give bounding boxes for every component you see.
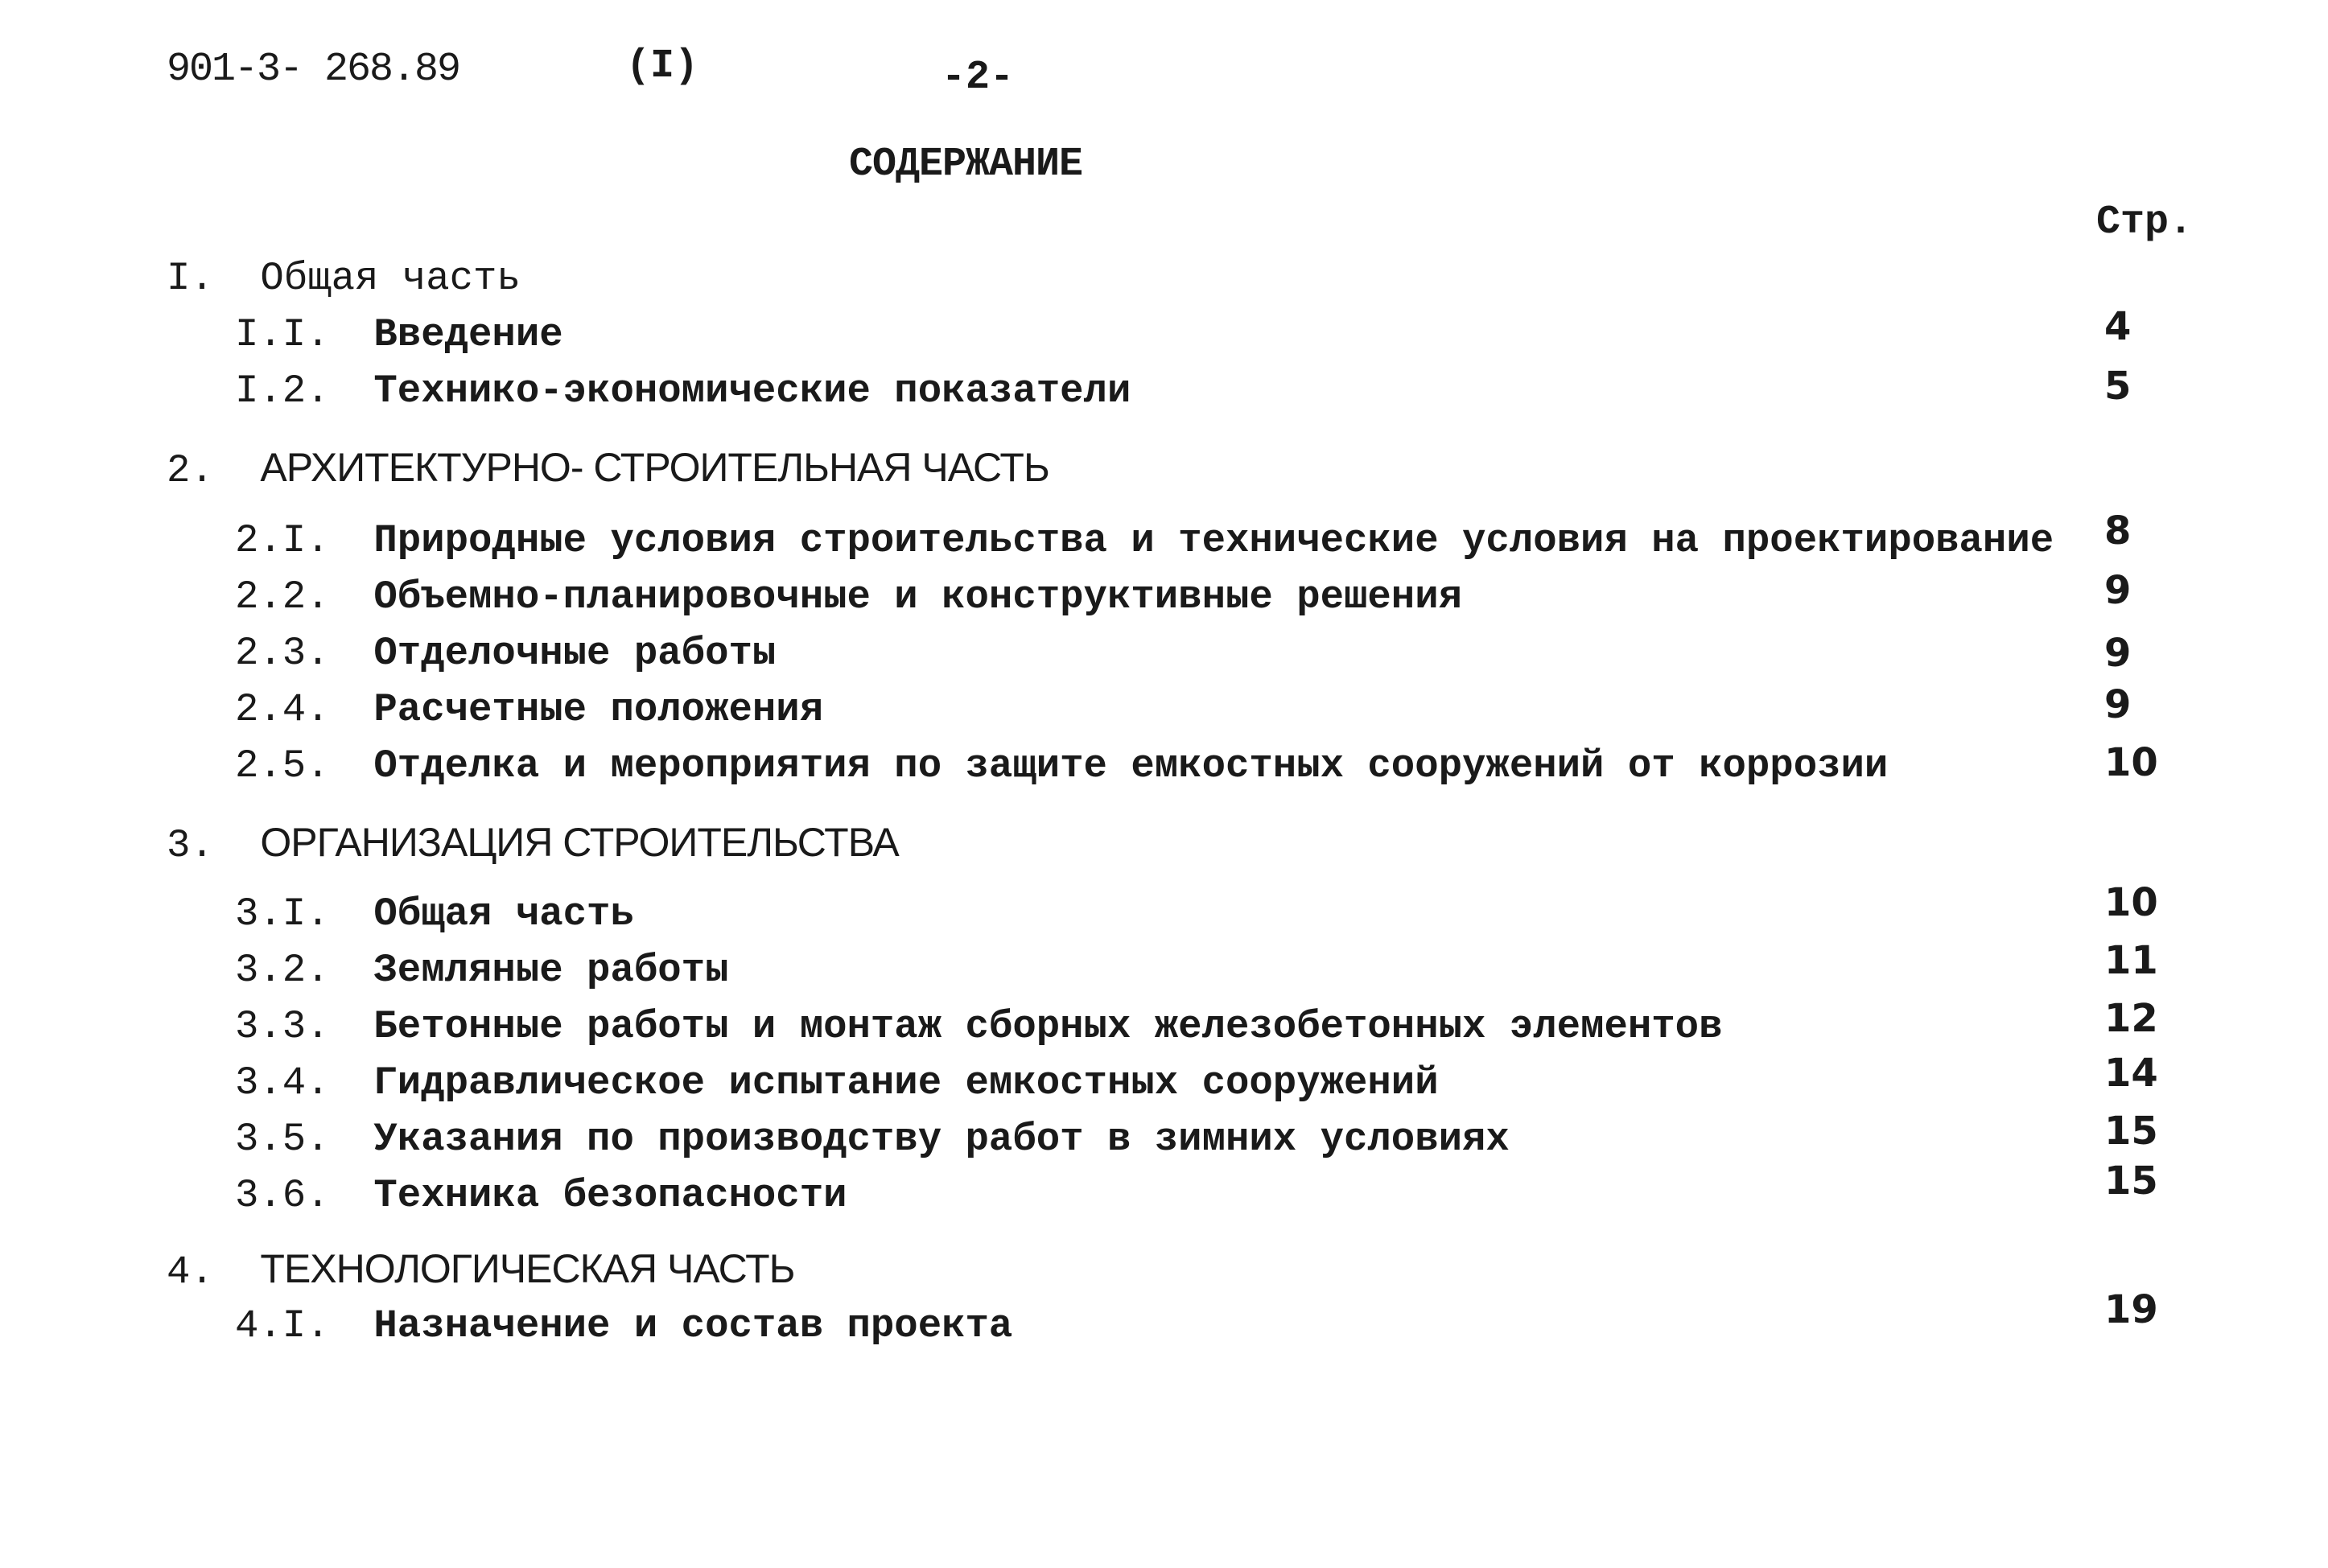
toc-text: Введение [373, 312, 563, 357]
toc-text: Техника безопасности [373, 1173, 847, 1218]
toc-page-number: 10 [2104, 880, 2158, 925]
toc-number: 4. [167, 1249, 214, 1294]
toc-text: Бетонные работы и монтаж сборных железобетонных элементов [373, 1004, 1723, 1049]
toc-text: ОРГАНИЗАЦИЯ СТРОИТЕЛЬСТВА [260, 820, 899, 865]
toc-section [167, 256, 521, 301]
toc-number: I.2. [235, 368, 330, 414]
toc-text: Расчетные положения [373, 687, 824, 732]
toc-item [235, 1303, 1013, 1348]
toc-item [235, 1117, 1510, 1162]
toc-text: Общая часть [373, 891, 634, 936]
toc-text: Объемно-планировочные и конструктивные решения [373, 574, 1463, 619]
toc-number: 2.3. [235, 631, 330, 676]
toc-page-number: 8 [2104, 508, 2132, 554]
toc-number: 3. [167, 823, 214, 868]
toc-page-number: 5 [2104, 364, 2132, 409]
toc-number: 2.I. [235, 518, 330, 563]
toc-number: 2. [167, 448, 214, 493]
toc-number: 2.4. [235, 687, 330, 732]
toc-item [235, 743, 1889, 788]
toc-item [235, 368, 1131, 414]
page-column-heading: Стр. [2096, 200, 2194, 245]
toc-page-number: 19 [2104, 1287, 2158, 1332]
toc-text: Гидравлическое испытание емкостных сооружений [373, 1060, 1439, 1105]
toc-item [235, 891, 634, 936]
toc-item [235, 687, 824, 732]
toc-number: 3.4. [235, 1060, 330, 1105]
toc-number: 3.5. [235, 1117, 330, 1162]
page-number: -2- [942, 55, 1015, 101]
toc-page-number: 11 [2104, 938, 2158, 983]
toc-page-number: 9 [2104, 631, 2132, 676]
toc-section [167, 822, 899, 866]
toc-number: I.I. [235, 312, 330, 357]
toc-number: 2.2. [235, 574, 330, 619]
document-code: 901-3- 268.89 [167, 47, 460, 93]
toc-item [235, 948, 729, 993]
toc-page-number: 15 [2104, 1159, 2158, 1204]
toc-text: АРХИТЕКТУРНО- СТРОИТЕЛЬНАЯ ЧАСТЬ [260, 445, 1049, 490]
toc-number: 2.5. [235, 743, 330, 788]
toc-item [235, 574, 1463, 619]
toc-item [235, 1173, 847, 1218]
toc-item [235, 1004, 1723, 1049]
toc-text: Общая часть [260, 256, 521, 301]
toc-page-number: 10 [2104, 740, 2158, 785]
toc-text: Отделка и мероприятия по защите емкостных сооружений от коррозии [373, 743, 1889, 788]
toc-page-number: 4 [2104, 304, 2132, 349]
toc-text: Технико-экономические показатели [373, 368, 1131, 414]
toc-item [235, 312, 563, 357]
toc-number: I. [167, 256, 214, 301]
toc-item [235, 631, 777, 676]
toc-page-number: 14 [2104, 1051, 2158, 1096]
toc-text: ТЕХНОЛОГИЧЕСКАЯ ЧАСТЬ [260, 1246, 795, 1291]
toc-page-number: 9 [2104, 682, 2132, 727]
volume-label: (I) [626, 43, 699, 89]
contents-title: СОДЕРЖАНИЕ [849, 142, 1083, 187]
toc-text: Земляные работы [373, 948, 729, 993]
toc-page-number: 9 [2104, 568, 2132, 613]
toc-section [167, 447, 1049, 491]
toc-text: Назначение и состав проекта [373, 1303, 1013, 1348]
toc-section [167, 1246, 795, 1294]
toc-number: 3.3. [235, 1004, 330, 1049]
toc-text: Природные условия строительства и технические условия на проектирование [373, 518, 2054, 563]
toc-page-number: 12 [2104, 996, 2158, 1041]
toc-number: 4.I. [235, 1303, 330, 1348]
toc-number: 3.6. [235, 1173, 330, 1218]
toc-item [235, 518, 2054, 563]
toc-item [235, 1060, 1439, 1105]
toc-text: Отделочные работы [373, 631, 777, 676]
toc-page-number: 15 [2104, 1109, 2158, 1154]
toc-number: 3.I. [235, 891, 330, 936]
toc-text: Указания по производству работ в зимних условиях [373, 1117, 1510, 1162]
toc-number: 3.2. [235, 948, 330, 993]
